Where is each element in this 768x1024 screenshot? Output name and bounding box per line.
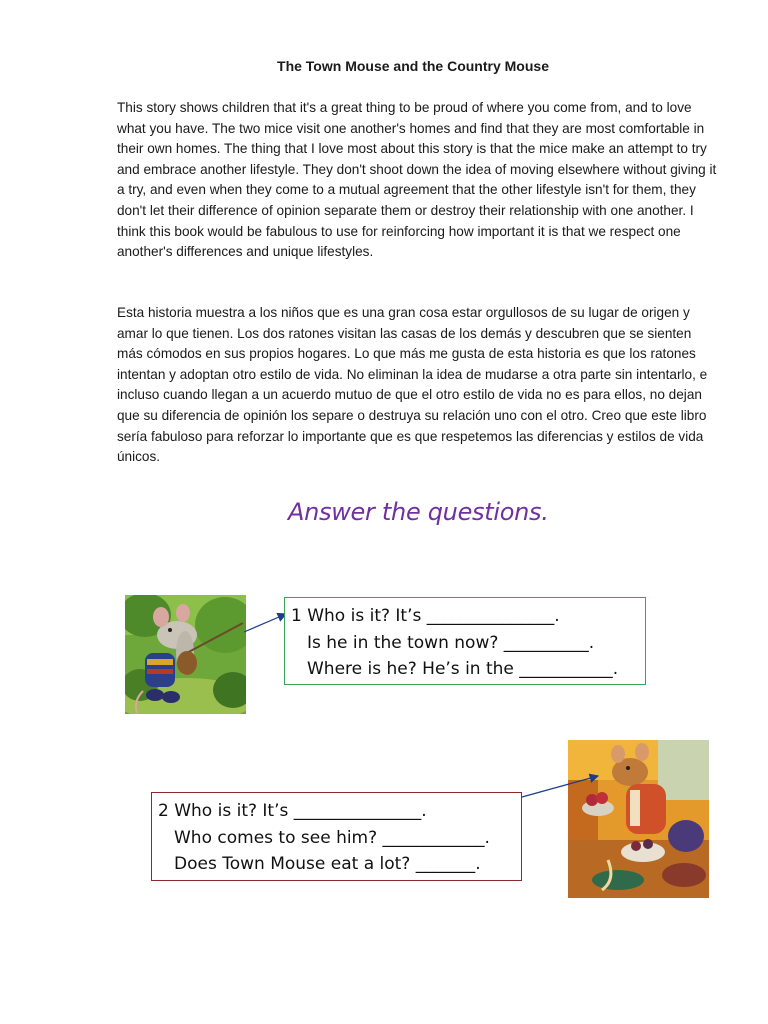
question-1-where: Where is he? He’s in the ___________.	[307, 659, 619, 679]
paragraph-spanish: Esta historia muestra a los niños que es una gran cosa estar orgullosos de su lugar de origen y amar lo que tienen. Los dos ratones visitan las casas de los demás y descubren que se sienten más cómodos en sus propios hogares. Lo que más me gusta de esta historia es que los ratones intentan y adoptan otro estilo de vida. No eliminan la idea de mudarse a otra parte sin intentarlo, e incluso cuando llegan a un acuerdo mutuo de que el otro estilo de vida no es para ellos, no dejan que su diferencia de opinión los separe o destruya su relación uno con el otro. Creo que este libro sería fabuloso para reforzar lo importante que es que respetemos las diferencias y estilos de vida únicos.	[117, 305, 708, 465]
question-2-visitor: Who comes to see him? ____________.	[174, 827, 490, 848]
question-1-town: Is he in the town now? __________.	[307, 632, 595, 653]
question-box-2	[151, 792, 522, 881]
question-2-eat: Does Town Mouse eat a lot? _______.	[174, 854, 481, 874]
question-1-who: 1 Who is it? It’s _______________.	[291, 606, 560, 626]
arrow-to-town-mouse-picture	[522, 776, 598, 797]
question-2-who: 2 Who is it? It’s _______________.	[158, 801, 427, 821]
arrow-to-question-box-1	[244, 614, 286, 632]
page-title: The Town Mouse and the Country Mouse	[277, 58, 549, 74]
question-box-1	[284, 597, 646, 685]
paragraph-english: This story shows children that it's a great thing to be proud of where you come from, and to love what you have. The two mice visit one another's homes and find that they are most comfortable in their own homes. The thing that I love most about this story is that the mice make an attempt to try and embrace another lifestyle. They don't shoot down the idea of moving elsewhere without giving it a try, and even when they come to a mutual agreement that the other lifestyle isn't for them, they don't let their difference of opinion separate them or destroy their relationship with one another. I think this book would be fabulous to use for reinforcing how important it is that we respect one another's differences and unique lifestyles.	[117, 100, 717, 260]
answer-heading: Answer the questions.	[288, 498, 549, 526]
